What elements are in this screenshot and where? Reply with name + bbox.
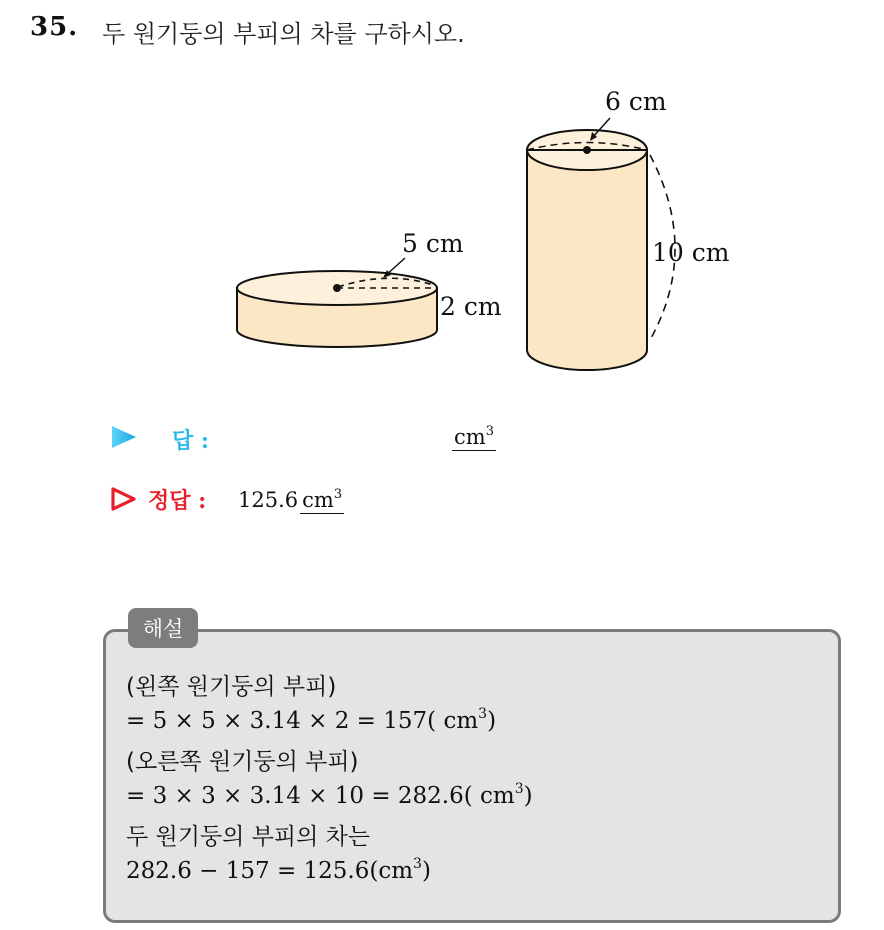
right-height-label: 10 cm	[652, 238, 730, 267]
explanation-tag: 해설	[128, 608, 198, 648]
explanation-line-6: $282.6 - 157 = 125.6(cm^3)$	[126, 856, 431, 884]
question-number: 35.	[30, 12, 79, 42]
right-center-dot	[583, 146, 591, 154]
explanation-line-3: (오른쪽 원기둥의 부피)	[126, 749, 359, 775]
explanation-line-1: (왼쪽 원기둥의 부피)	[126, 674, 337, 700]
left-cylinder	[237, 258, 437, 347]
left-center-dot	[333, 284, 341, 292]
explanation-line-4: = 3 × 3 × 3.14 × 10 = 282.6( $cm^3$)	[126, 781, 533, 809]
answer-label: 답 :	[172, 428, 210, 454]
right-diameter-label: 6 cm	[605, 87, 667, 116]
question-text: 두 원기둥의 부피의 차를 구하시오.	[102, 20, 465, 48]
left-radius-label: 5 cm	[402, 229, 464, 258]
right-cylinder-body	[527, 150, 647, 370]
explanation-line-2: = 5 × 5 × 3.14 × 2 = 157( $cm^3$)	[126, 706, 497, 734]
explanation-line-5: 두 원기둥의 부피의 차는	[126, 824, 371, 850]
correct-label: 정답 :	[148, 488, 207, 514]
correct-arrow-icon	[110, 486, 138, 512]
left-height-label: 2 cm	[440, 292, 502, 321]
answer-unit: $cm^3$	[454, 424, 494, 449]
cylinders-figure	[0, 0, 884, 400]
correct-value: 125.6 $cm^3$	[238, 487, 343, 512]
answer-arrow-icon	[110, 424, 138, 450]
